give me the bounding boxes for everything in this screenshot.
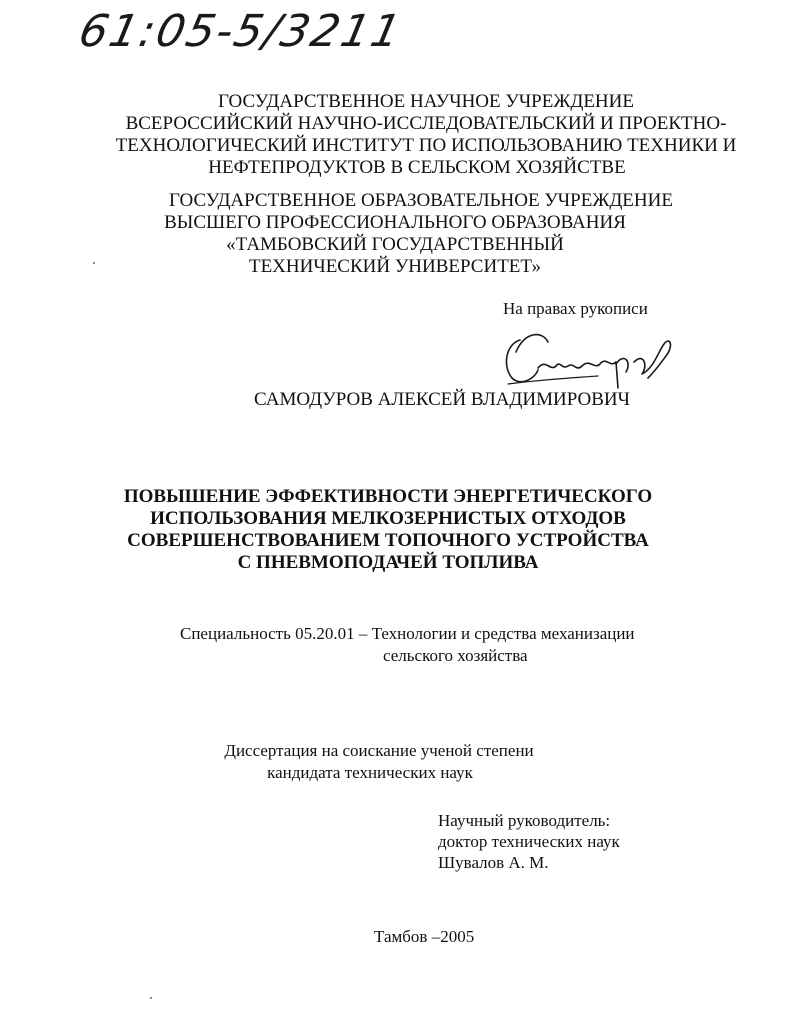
institution-1-line: ТЕХНОЛОГИЧЕСКИЙ ИНСТИТУТ ПО ИСПОЛЬЗОВАНИЮ ТЕХНИКИ И xyxy=(115,135,737,156)
institution-2-block xyxy=(0,190,792,278)
scan-speck xyxy=(93,262,95,264)
thesis-title-line: СОВЕРШЕНСТВОВАНИЕМ ТОПОЧНОГО УСТРОЙСТВА xyxy=(127,530,649,551)
institution-1-line: ВСЕРОССИЙСКИЙ НАУЧНО-ИССЛЕДОВАТЕЛЬСКИЙ И ПРОЕКТНО- xyxy=(125,113,727,134)
institution-1-line: ГОСУДАРСТВЕННОЕ НАУЧНОЕ УЧРЕЖДЕНИЕ xyxy=(218,91,634,112)
manuscript-note: На правах рукописи xyxy=(503,299,648,318)
dissertation-line: кандидата технических наук xyxy=(267,763,473,782)
institution-2-line: ГОСУДАРСТВЕННОЕ ОБРАЗОВАТЕЛЬНОЕ УЧРЕЖДЕНИЕ xyxy=(169,190,673,211)
institution-2-line: «ТАМБОВСКИЙ ГОСУДАРСТВЕННЫЙ xyxy=(226,234,564,255)
thesis-title-line: ПОВЫШЕНИЕ ЭФФЕКТИВНОСТИ ЭНЕРГЕТИЧЕСКОГО xyxy=(123,486,653,507)
dissertation-line: Диссертация на соискание ученой степени xyxy=(224,741,534,760)
institution-2-line: ТЕХНИЧЕСКИЙ УНИВЕРСИТЕТ» xyxy=(248,256,542,277)
author-name: САМОДУРОВ АЛЕКСЕЙ ВЛАДИМИРОВИЧ xyxy=(254,389,630,410)
supervisor-block xyxy=(438,810,620,873)
thesis-title-line: С ПНЕВМОПОДАЧЕЙ ТОПЛИВА xyxy=(237,552,539,573)
thesis-title-line: ИСПОЛЬЗОВАНИЯ МЕЛКОЗЕРНИСТЫХ ОТХОДОВ xyxy=(150,508,626,529)
institution-1-block xyxy=(0,91,794,179)
thesis-title xyxy=(0,486,785,574)
city-year: Тамбов –2005 xyxy=(374,927,475,946)
specialty-line-1: Специальность 05.20.01 – Технологии и средства механизации xyxy=(180,624,635,643)
specialty-line-2: сельского хозяйства xyxy=(383,646,528,665)
institution-1-line: НЕФТЕПРОДУКТОВ В СЕЛЬСКОМ ХОЗЯЙСТВЕ xyxy=(208,157,626,178)
supervisor-line: Научный руководитель: xyxy=(438,811,611,830)
dissertation-block xyxy=(0,740,776,784)
scan-speck xyxy=(150,997,152,999)
archive-mark: 61:05-5/3211 xyxy=(74,6,407,57)
institution-2-line: ВЫСШЕГО ПРОФЕССИОНАЛЬНОГО ОБРАЗОВАНИЯ xyxy=(164,212,626,233)
supervisor-line: Шувалов А. М. xyxy=(438,853,549,872)
supervisor-line: доктор технических наук xyxy=(438,832,620,851)
